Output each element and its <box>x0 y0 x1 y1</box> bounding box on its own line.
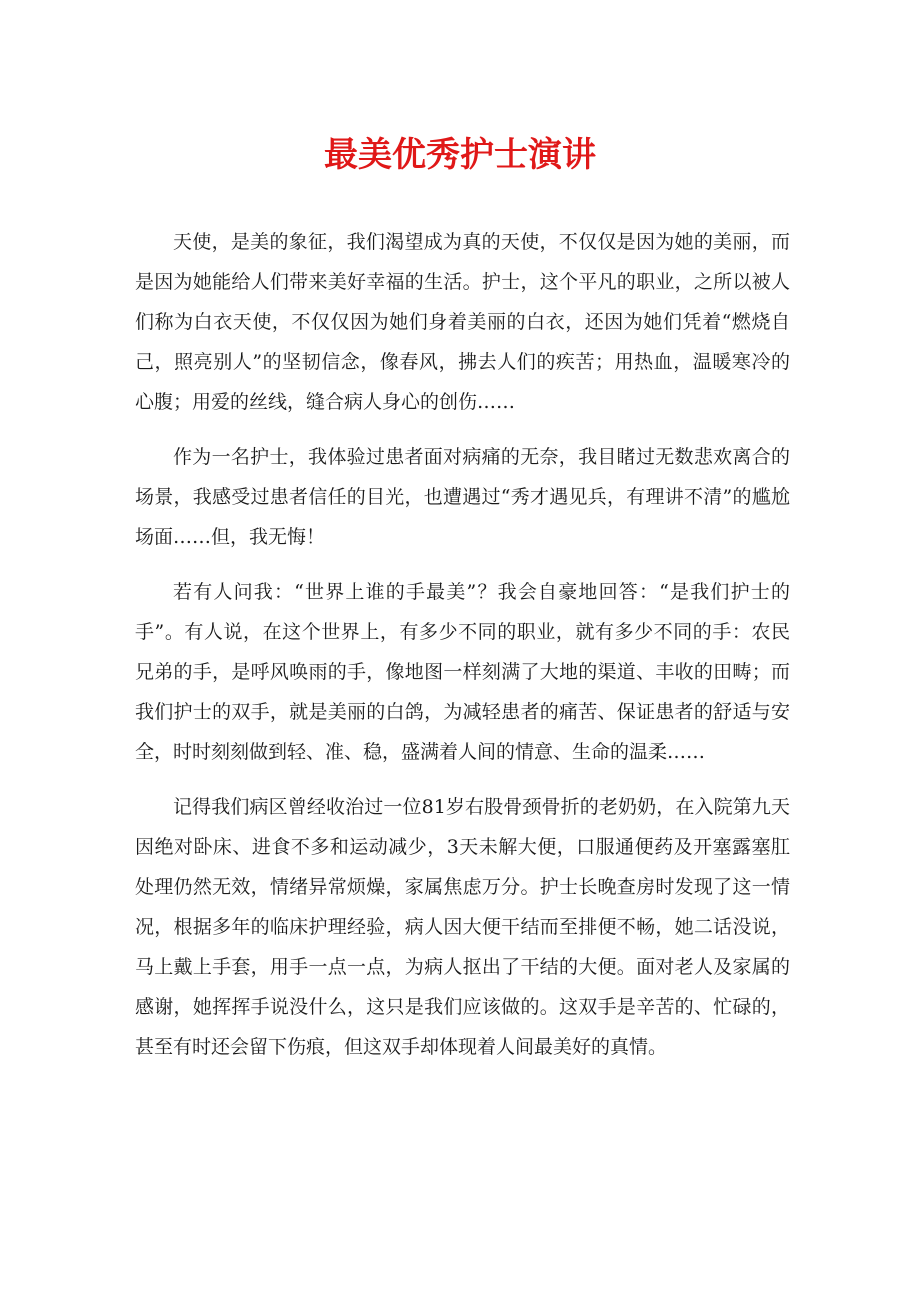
document-title: 最美优秀护士演讲 <box>324 135 596 175</box>
paragraph-4: 记得我们病区曾经收治过一位81岁右股骨颈骨折的老奶奶，在入院第九天因绝对卧床、进食不多和运动减少，3天未解大便，口服通便药及开塞露塞肛处理仍然无效，情绪异常烦燥，家属焦虑万分。护士长晚查房时发现了这一情况，根据多年的临床护理经验，病人因大便干结而至排便不畅，她二话没说，马上戴上手套，用手一点一点，为病人抠出了干结的大便。面对老人及家属的感谢，她挥挥手说没什么，这只是我们应该做的。这双手是辛苦的、忙碌的，甚至有时还会留下伤痕，但这双手却体现着人间最美好的真情。 <box>135 796 790 1058</box>
paragraph-3: 若有人问我：“世界上谁的手最美”？我会自豪地回答：“是我们护士的手”。有人说，在这个世界上，有多少不同的职业，就有多少不同的手：农民兄弟的手，是呼风唤雨的手，像地图一样刻满了大地的渠道、丰收的田畴；而我们护士的双手，就是美丽的白鸽，为减轻患者的痛苦、保证患者的舒适与安全，时时刻刻做到轻、准、稳，盛满着人间的情意、生命的温柔…… <box>135 581 790 763</box>
paragraph-1: 天使，是美的象征，我们渴望成为真的天使，不仅仅是因为她的美丽，而是因为她能给人们带来美好幸福的生活。护士，这个平凡的职业，之所以被人们称为白衣天使，不仅仅因为她们身着美丽的白衣，还因为她们凭着“燃烧自己，照亮别人”的坚韧信念，像春风，拂去人们的疾苦；用热血，温暖寒冷的心腹；用爱的丝线，缝合病人身心的创伤…… <box>135 231 790 413</box>
paragraph-2: 作为一名护士，我体验过患者面对病痛的无奈，我目睹过无数悲欢离合的场景，我感受过患者信任的目光，也遭遇过“秀才遇见兵，有理讲不清”的尴尬场面……但，我无悔！ <box>135 446 790 548</box>
document-body <box>135 222 790 1082</box>
